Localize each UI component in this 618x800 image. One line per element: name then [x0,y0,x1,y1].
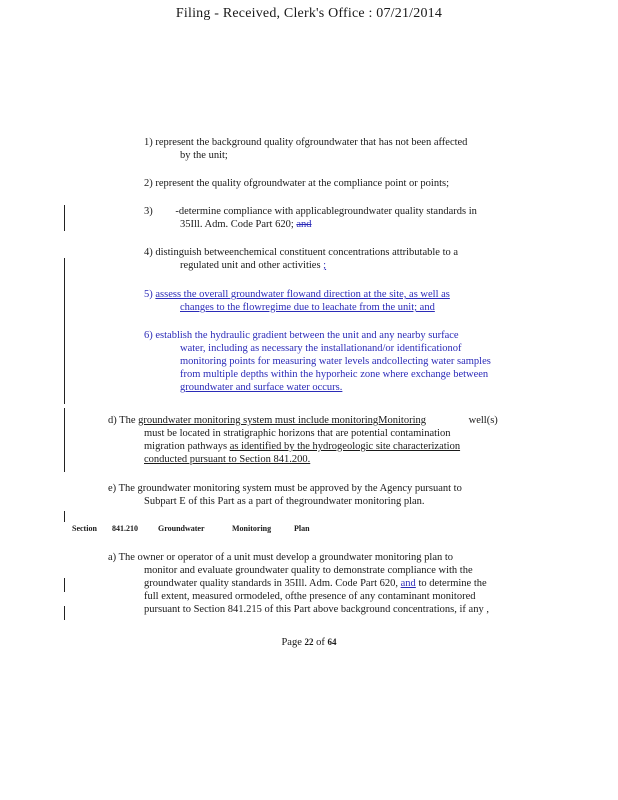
revision-bar [64,606,65,620]
item-number: 2) [144,178,153,189]
revision-bar [64,258,65,404]
paragraph-text: to determine the [415,578,487,589]
of-word: of [316,637,325,648]
paragraph-text: pursuant to Section 841.215 of this Part above background concentrations, if any , [144,604,489,615]
inserted-text: and [400,578,416,589]
section-title: Groundwater [158,524,205,533]
revision-bar [64,205,65,231]
paragraph-text: migration pathways [144,441,230,452]
list-item-4 [144,246,536,272]
paragraph-text: conducted pursuant to Section 841.200. [144,454,311,465]
item-text: represent the background quality ofgroundwater that has not been affected [155,137,468,148]
item-text: -determine compliance with applicablegroundwater quality standards in [175,206,477,217]
list-item-5 [144,288,534,314]
paragraph-e [108,482,548,508]
revision-bar [64,408,65,472]
paragraph-a [108,551,548,616]
revision-bar [64,578,65,592]
paragraph-text: well(s) [468,415,498,426]
paragraph-text: groundwater monitoring system must include monitoringMonitoring [138,415,426,426]
section-label: Section [72,524,97,533]
section-number: 841.210 [112,524,138,533]
list-item-2 [144,177,524,190]
inserted-text: ; [323,260,327,271]
inserted-text: monitoring points for measuring water levels andcollecting water samples [180,356,491,367]
page-word: Page [281,637,302,648]
inserted-text: assess the overall groundwater flowand direction at the site, as well as [155,289,450,300]
inserted-text: changes to the flowregime due to leachate from the unit; and [180,302,435,313]
page-total: 64 [327,637,337,647]
paragraph-text: owner or operator of a unit must develop a groundwater monitoring plan to [137,552,454,563]
inserted-text: water, including as necessary the installationand/or identificationof [180,343,462,354]
filing-header: Filing - Received, Clerk's Office : 07/21/2014 [175,6,443,21]
item-text: represent the quality ofgroundwater at the compliance point or points; [155,178,449,189]
paragraph-d [108,414,548,466]
paragraph-label: d) The [108,415,136,426]
section-title: Monitoring [232,524,272,533]
revision-bar [64,511,65,522]
list-item-6 [144,329,538,394]
item-number: 1) [144,137,153,148]
item-number: 4) [144,247,153,258]
item-text: 35Ill. Adm. Code Part 620; [180,219,297,230]
inserted-text: establish the hydraulic gradient between the unit and any nearby surface [155,330,459,341]
item-text: distinguish betweenchemical constituent concentrations attributable to a [155,247,459,258]
paragraph-label: e) The [108,483,135,494]
paragraph-text: monitor and evaluate groundwater quality to demonstrate compliance with the [144,565,473,576]
section-title: Plan [294,524,310,533]
list-item-3 [144,205,534,231]
paragraph-text: Subpart E of this Part as a part of thegroundwater monitoring plan. [144,496,425,507]
paragraph-text: as identified by the hydrogeologic site characterization [229,441,461,452]
item-text: by the unit; [180,150,228,161]
deleted-text: and [296,219,312,230]
item-text: regulated unit and other activities [180,260,324,271]
paragraph-text: groundwater quality standards in 35Ill. Adm. Code Part 620, [144,578,401,589]
paragraph-text: full extent, measured ormodeled, ofthe presence of any contaminant monitored [144,591,476,602]
item-number: 5) [144,289,153,300]
inserted-text: from multiple depths within the hyporheic zone where exchange between [180,369,489,380]
item-number: 3) [144,206,153,217]
page-footer [0,637,618,648]
paragraph-label: a) The [108,552,135,563]
inserted-text: groundwater and surface water occurs. [180,382,343,393]
paragraph-text: groundwater monitoring system must be approved by the Agency pursuant to [137,483,462,494]
paragraph-text: must be located in stratigraphic horizons that are potential contamination [144,428,451,439]
list-item-1 [144,136,524,162]
item-number: 6) [144,330,153,341]
page-number: 22 [304,637,314,647]
